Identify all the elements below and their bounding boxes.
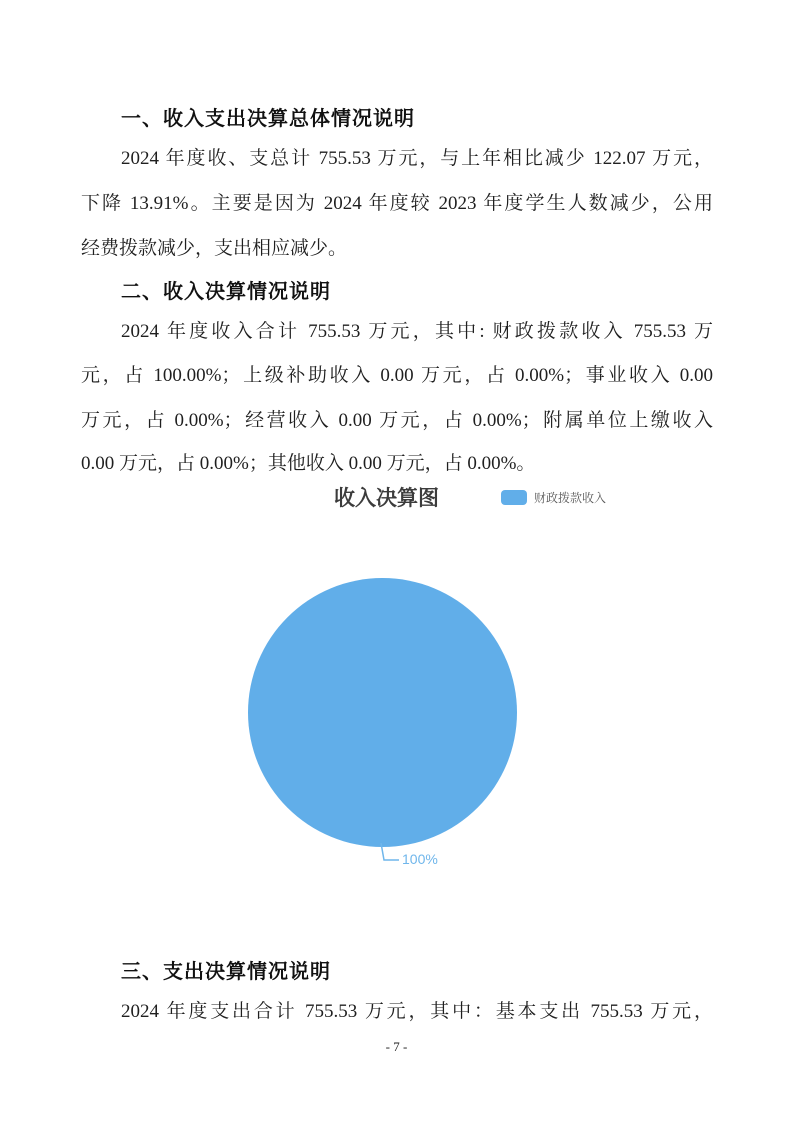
section-1-line-2: 下降 13.91%。主要是因为 2024 年度较 2023 年度学生人数减少，公用 (81, 193, 713, 214)
legend-label: 财政拨款收入 (534, 491, 607, 505)
section-1-line-3: 经费拨款减少，支出相应减少。 (81, 238, 348, 259)
pie-label-leader-line (373, 841, 405, 867)
page-number: - 7 - (385, 1039, 408, 1054)
pie-chart (248, 578, 517, 847)
section-2-heading: 二、收入决算情况说明 (121, 281, 331, 303)
legend-swatch-icon (501, 490, 527, 505)
section-1-heading: 一、收入支出决算总体情况说明 (121, 108, 415, 130)
chart-title: 收入决算图 (334, 487, 439, 510)
section-2-line-4: 0.00 万元，占 0.00%；其他收入 0.00 万元，占 0.00%。 (81, 453, 536, 474)
chart-legend (501, 489, 606, 506)
section-2-line-1: 2024 年度收入合计 755.53 万元，其中: 财政拨款收入 755.53 万 (121, 321, 713, 342)
pie-slice-label: 100% (402, 851, 438, 867)
section-2-line-2: 元，占 100.00%；上级补助收入 0.00 万元，占 0.00%；事业收入 0.00 (81, 365, 713, 386)
section-3-line-1: 2024 年度支出合计 755.53 万元，其中：基本支出 755.53 万元， (121, 1001, 713, 1022)
section-2-line-3: 万元，占 0.00%；经营收入 0.00 万元，占 0.00%；附属单位上缴收入 (81, 410, 713, 431)
section-3-heading: 三、支出决算情况说明 (121, 961, 331, 983)
section-1-line-1: 2024 年度收、支总计 755.53 万元，与上年相比减少 122.07 万元， (121, 148, 713, 169)
